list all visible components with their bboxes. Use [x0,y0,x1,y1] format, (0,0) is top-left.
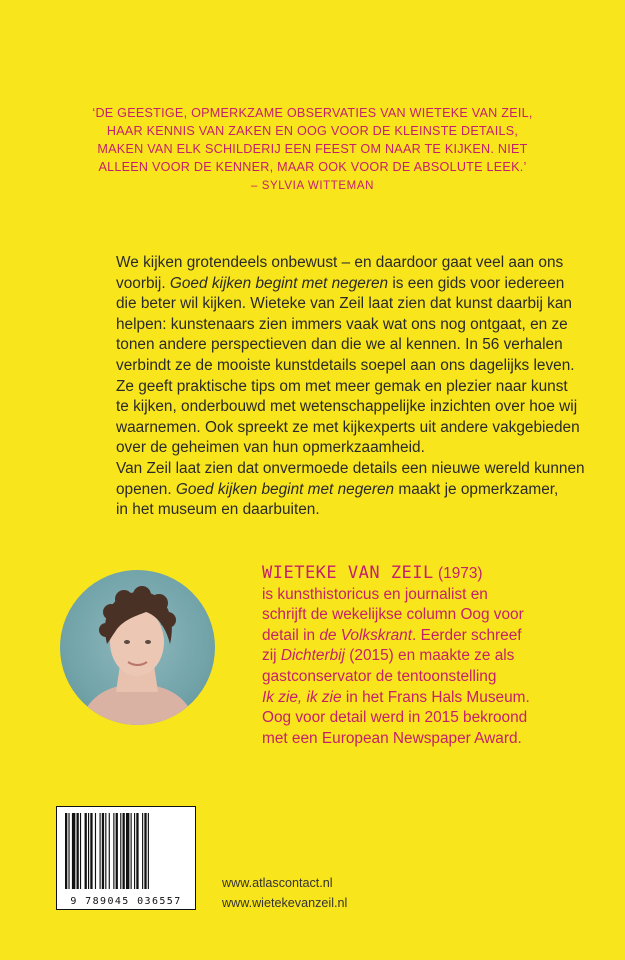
barcode-bar [136,813,138,889]
barcode-bar [123,813,125,889]
quote-line: ALLEEN VOOR DE KENNER, MAAR OOK VOOR DE ABSOLUTE LEEK.’ [98,160,527,174]
bio-line: met een European Newspaper Award. [262,729,522,747]
barcode-bar [113,813,114,889]
newspaper-title: de Volkskrant [319,626,413,644]
barcode-bar [120,813,121,889]
book-description [116,253,596,521]
barcode-bar [116,813,118,889]
publisher-website-link[interactable]: www.atlascontact.nl [222,876,333,890]
earlier-book-title: Dichterbij [280,647,345,665]
barcode-bar [90,813,92,889]
author-name: WIETEKE VAN ZEIL [262,563,434,583]
description-line: Ze geeft praktische tips om met meer gemak en plezier naar kunst [116,377,568,395]
description-line: over de geheimen van hun opmerkzaamheid. [116,439,425,457]
description-line: We kijken grotendeels onbewust – en daardoor gaat veel aan ons [116,254,564,271]
description-line: voorbij. Goed kijken begint met negeren is een gids voor iedereen [116,274,565,292]
quote-line: HAAR KENNIS VAN ZAKEN EN OOG VOOR DE KLEINSTE DETAILS, [106,124,519,138]
description-line: verbindt ze de mooiste kunstdetails soepel aan ons dagelijks leven. [116,356,575,374]
barcode-bar [100,813,101,889]
websites [222,873,347,913]
barcode-bar [65,813,67,889]
description-line: in het museum en daarbuiten. [116,501,320,519]
barcode-bar [144,813,146,889]
author-birth-year: (1973) [438,565,483,582]
barcode-bar [105,813,106,889]
description-line: openen. Goed kijken begint met negeren maakt je opmerkzamer, [116,480,559,498]
barcode-bar [77,813,79,889]
barcode-bar [134,813,135,889]
barcode-bar [148,813,149,889]
bio-line: Ik zie, ik zie in het Frans Hals Museum. [262,688,530,706]
bio-line: detail in de Volkskrant. Eerder schreef [262,626,522,644]
barcode-bar [72,813,75,889]
barcode-bar [102,813,104,889]
description-line: Van Zeil laat zien dat onvermoede details een nieuwe wereld kunnen [116,459,585,477]
bio-line: schrijft de wekelijkse column Oog voor [262,606,524,624]
endorsement-quote [60,104,565,195]
isbn-barcode [56,806,196,910]
author-photo [60,570,215,725]
bio-line: is kunsthistoricus en journalist en [262,585,488,603]
barcode-bar [88,813,89,889]
book-title: Goed kijken begint met negeren [175,480,395,498]
bio-line: zij Dichterbij (2015) en maakte ze als [262,647,515,665]
description-line: helpen: kunstenaars zien immers vaak wat ons nog ontgaat, en ze [116,315,568,333]
isbn-number: 9 789045 036557 [70,896,182,907]
exhibition-title: Ik zie, ik zie [262,688,342,706]
barcode-bars [57,807,195,895]
author-heading [262,563,582,585]
barcode-bar [142,813,143,889]
barcode-bar [95,813,96,889]
author-bio [262,563,582,749]
quote-attribution: – SYLVIA WITTEMAN [250,180,375,192]
book-title: Goed kijken begint met negeren [169,274,389,292]
quote-line: ‘DE GEESTIGE, OPMERKZAME OBSERVATIES VAN WIETEKE VAN ZEIL, [92,106,533,120]
barcode-bar [85,813,87,889]
description-line: te kijken, onderbouwd met wetenschappelijke inzichten over hoe wij [116,398,578,416]
description-line: waarnemen. Ook spreekt ze met kijkexperts uit andere vakgebieden [116,418,580,436]
barcode-bar [68,813,69,889]
description-line: tonen andere perspectieven dan die we al kennen. In 56 verhalen [116,336,563,354]
bio-line: Oog voor detail werd in 2015 bekroond [262,709,528,727]
description-line: die beter wil kijken. Wieteke van Zeil laat zien dat kunst daarbij kan [116,295,572,313]
barcode-bar [131,813,132,889]
quote-line: MAKEN VAN ELK SCHILDERIJ EEN FEEST OM NAAR TE KIJKEN. NIET [97,142,528,156]
barcode-bar [126,813,129,889]
barcode-bar [109,813,110,889]
barcode-bar [80,813,81,889]
author-website-link[interactable]: www.wietekevanzeil.nl [222,896,348,910]
bio-line: gastconservator de tentoonstelling [262,667,497,685]
